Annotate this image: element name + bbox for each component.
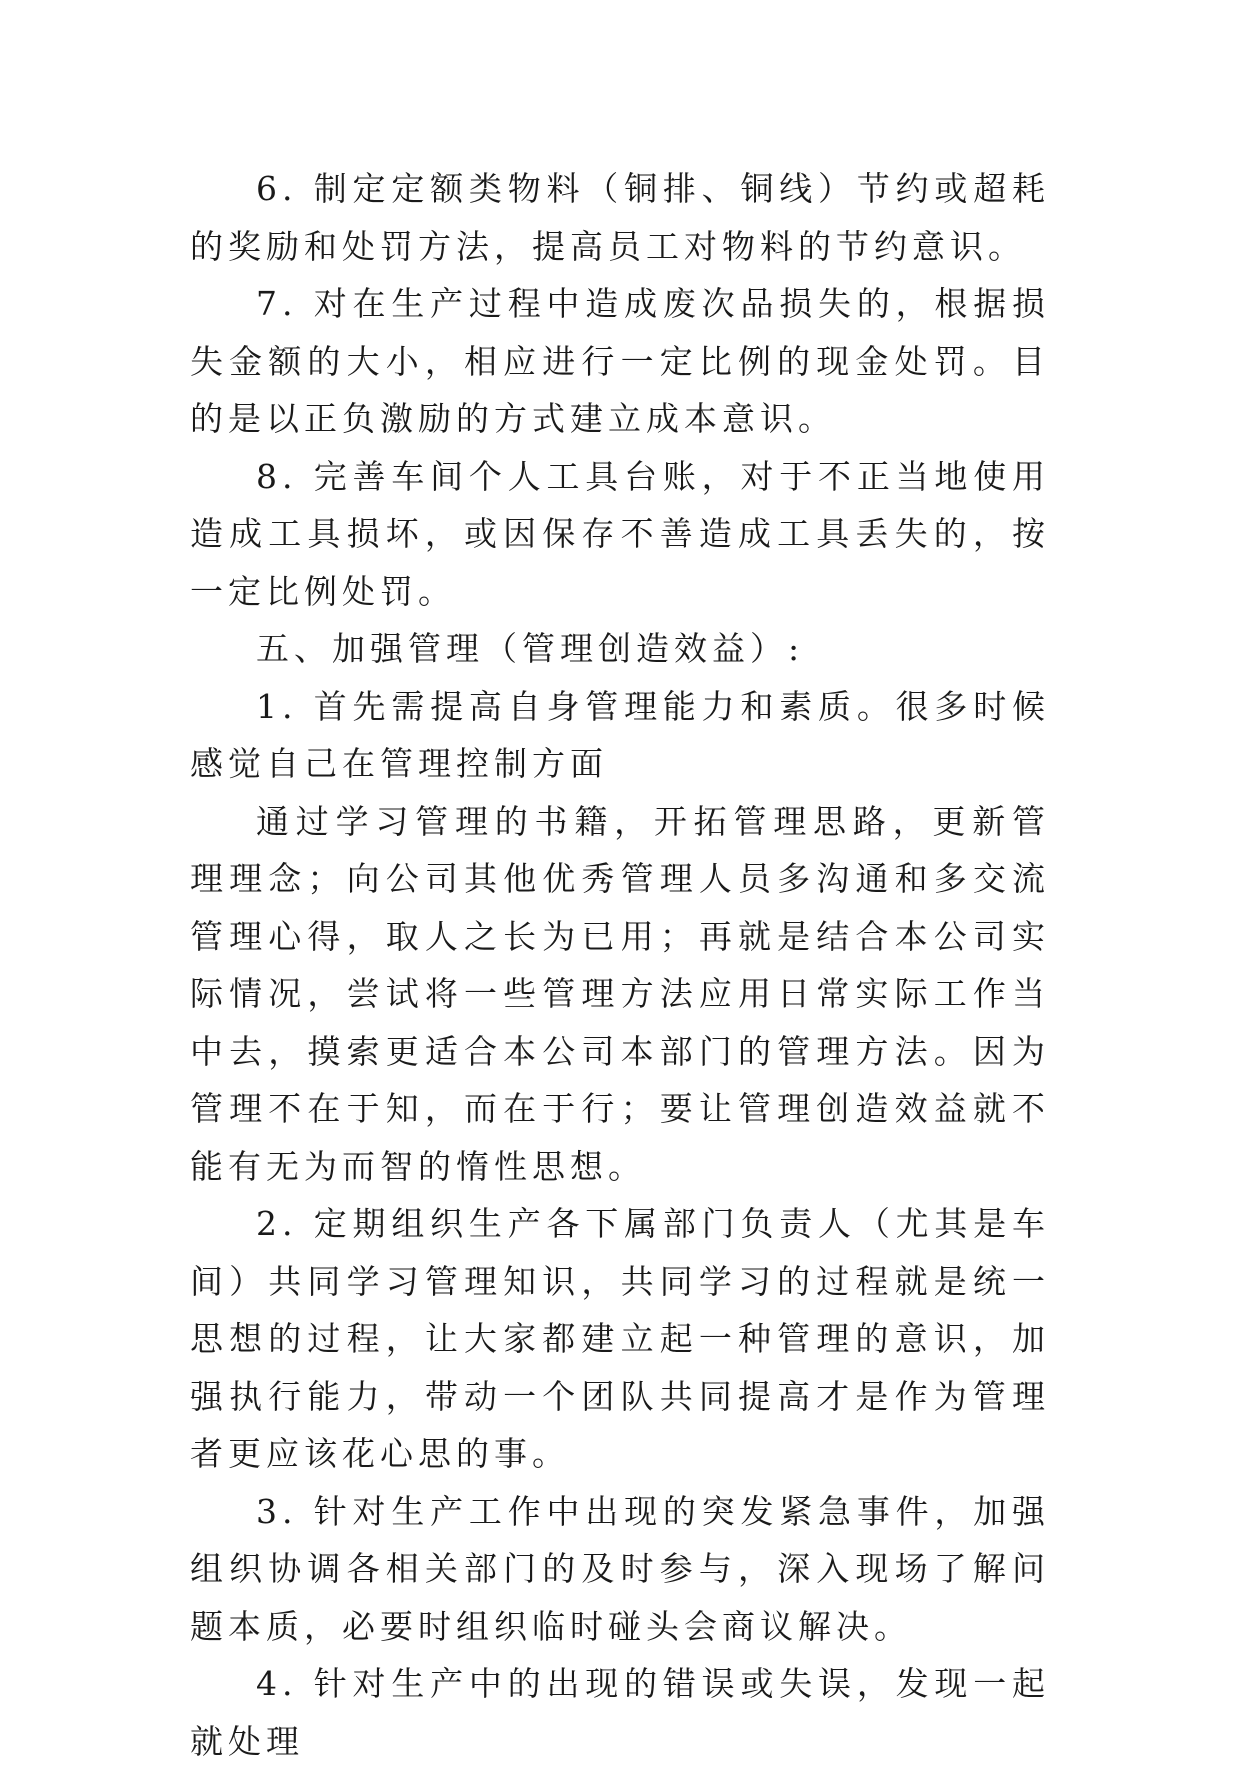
paragraph-item-3: 3. 针对生产工作中出现的突发紧急事件，加强组织协调各相关部门的及时参与，深入现场了解问题本质，必要时组织临时碰头会商议解决。 xyxy=(190,1491,1050,1646)
paragraph-item-7: 7. 对在生产过程中造成废次品损失的，根据损失金额的大小，相应进行一定比例的现金处罚。目的是以正负激励的方式建立成本意识。 xyxy=(190,284,1050,438)
paragraph-item-1: 1. 首先需提高自身管理能力和素质。很多时候感觉自己在管理控制方面 xyxy=(190,686,1050,783)
paragraph-continuation: 通过学习管理的书籍，开拓管理思路，更新管理理念；向公司其他优秀管理人员多沟通和多交流管理心得，取人之长为已用；再就是结合本公司实际情况，尝试将一些管理方法应用日常实际工作当中去，摸索更适合本公司本部门的管理方法。因为管理不在于知，而在于行；要让管理创造效益就不能有无为而智的惰性思想。 xyxy=(190,801,1050,1186)
paragraph-item-6: 6. 制定定额类物料（铜排、铜线）节约或超耗的奖励和处罚方法，提高员工对物料的节约意识。 xyxy=(190,169,1050,266)
section-heading-5: 五、加强管理（管理创造效益）: xyxy=(256,629,805,668)
document-body xyxy=(190,160,1050,1770)
paragraph-item-2: 2. 定期组织生产各下属部门负责人（尤其是车间）共同学习管理知识，共同学习的过程就是统一思想的过程，让大家都建立起一种管理的意识，加强执行能力，带动一个团队共同提高才是作为管理者更应该花心思的事。 xyxy=(190,1204,1050,1473)
paragraph-item-8: 8. 完善车间个人工具台账，对于不正当地使用造成工具损坏，或因保存不善造成工具丢失的，按一定比例处罚。 xyxy=(190,456,1050,611)
paragraph-item-4: 4. 针对生产中的出现的错误或失误，发现一起就处理 xyxy=(190,1664,1050,1761)
